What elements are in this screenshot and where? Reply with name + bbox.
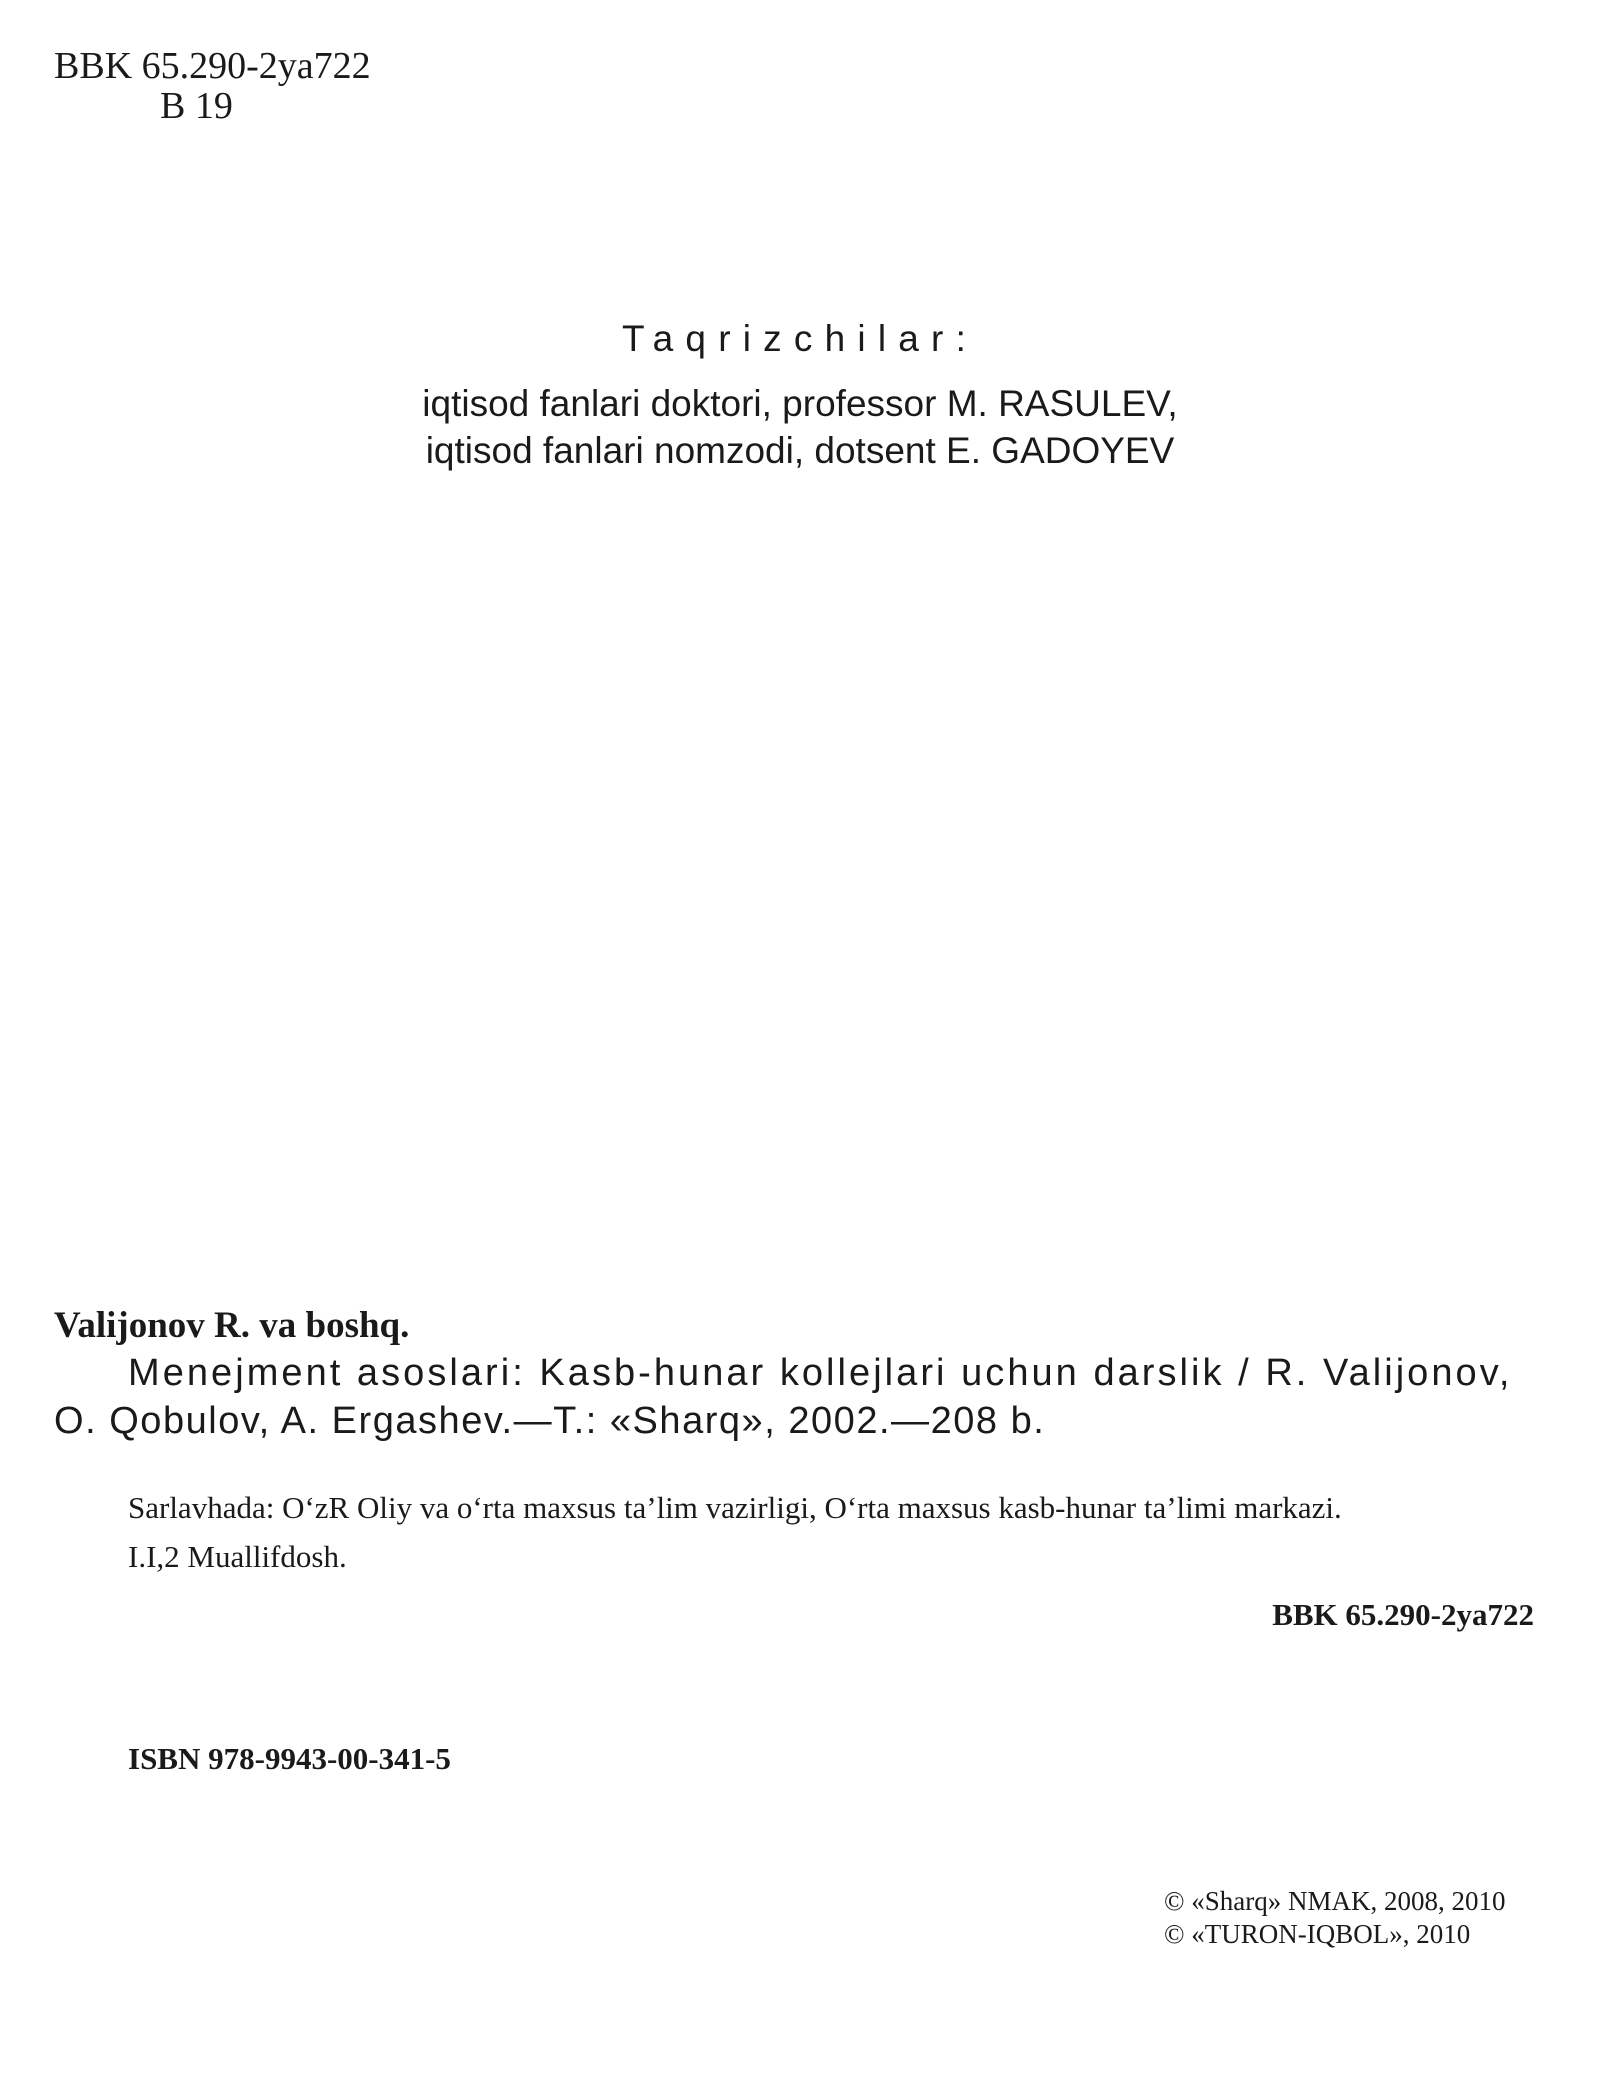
catalog-author: Valijonov R. va boshq. bbox=[54, 1305, 410, 1346]
reviewer-line: iqtisod fanlari nomzodi, dotsent E. GADOYEV bbox=[425, 430, 1175, 471]
reviewer-line: iqtisod fanlari doktori, professor M. RASULEV, bbox=[422, 383, 1178, 424]
catalog-title-line-1: Menejment asoslari: Kasb-hunar kollejlari uchun darslik / R. Valijonov, bbox=[128, 1352, 1513, 1394]
copyright-line: © «TURON-IQBOL», 2010 bbox=[1164, 1919, 1471, 1949]
catalog-note: Sarlavhada: O‘zR Oliy va o‘rta maxsus ta’lim vazirligi, O‘rta maxsus kasb-hunar ta’limi markazi. bbox=[128, 1490, 1342, 1525]
catalog-title-line-2: O. Qobulov, A. Ergashev.—T.: «Sharq», 2002.—208 b. bbox=[54, 1400, 1046, 1442]
reviewers-heading: Taqrizchilar: bbox=[621, 318, 979, 359]
copyright-line: © «Sharq» NMAK, 2008, 2010 bbox=[1164, 1886, 1506, 1916]
author-mark: B 19 bbox=[160, 85, 233, 127]
catalog-bbk: BBK 65.290-2ya722 bbox=[1272, 1597, 1534, 1632]
bbk-classification: BBK 65.290-2ya722 bbox=[54, 45, 371, 87]
catalog-note: I.I,2 Muallifdosh. bbox=[128, 1539, 347, 1574]
isbn: ISBN 978-9943-00-341-5 bbox=[128, 1741, 451, 1776]
